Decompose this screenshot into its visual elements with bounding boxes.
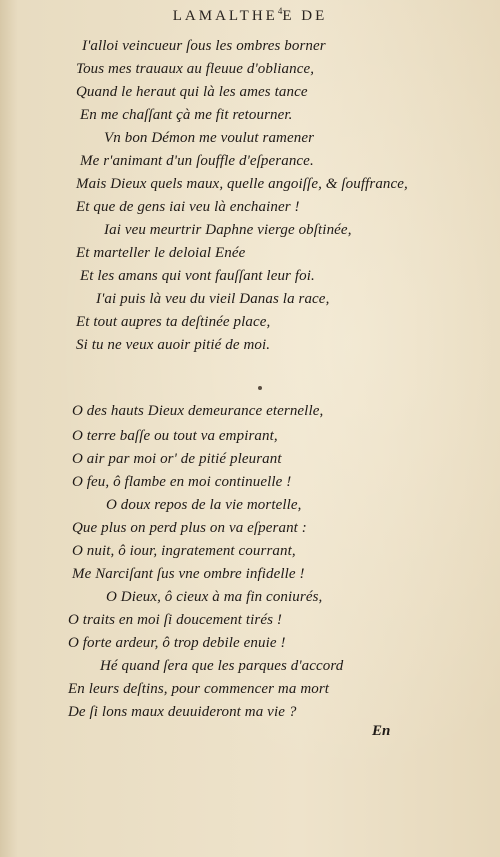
verse-line: Hé quand ſera que les parques d'accord (100, 658, 344, 674)
verse-line: O des hauts Dieux demeurance eternelle, (72, 403, 324, 419)
verse-line: I'ai puis là veu du vieil Danas la race, (96, 291, 330, 307)
verse-line: O feu, ô flambe en moi continuelle ! (72, 474, 292, 490)
verse-line: O nuit, ô iour, ingratement courrant, (72, 543, 296, 559)
verse-line: Vn bon Démon me voulut ramener (104, 130, 315, 146)
verse-line: Mais Dieux quels maux, quelle angoiſſe, & ſouffrance, (76, 176, 408, 192)
verse-line: O air par moi or' de pitié pleurant (72, 451, 282, 467)
verse-line: O doux repos de la vie mortelle, (106, 497, 302, 513)
verse-line: Et tout aupres ta deſtinée place, (76, 314, 271, 330)
running-title: LAMALTHE (172, 8, 278, 24)
verse-line: O traits en moi ſi doucement tirés ! (68, 612, 282, 628)
verse-line: Si tu ne veux auoir pitié de moi. (76, 337, 271, 353)
verse-line: En leurs deſtins, pour commencer ma mort (68, 681, 330, 697)
verse-line: Tous mes trauaux au fleuue d'obliance, (76, 61, 315, 77)
verse-line: I'alloi veincueur ſous les ombres borner (82, 38, 326, 54)
verse-line: De ſi lons maux deuuideront ma vie ? (68, 704, 297, 720)
running-header (0, 6, 500, 25)
verse-line: Me Narciſant ſus vne ombre infidelle ! (72, 566, 305, 582)
verse-line: Et que de gens iai veu là enchainer ! (76, 199, 300, 215)
verse-line: En me chaſſant çà me fit retourner. (80, 107, 293, 123)
verse-line: Quand le heraut qui là les ames tance (76, 84, 308, 100)
verse-line: Iai veu meurtrir Daphne vierge obſtinée, (104, 222, 352, 238)
verse-line: Et les amans qui vont fauſſant leur foi. (80, 268, 315, 284)
superscript-mark: 4 (277, 6, 283, 16)
catchword: En (372, 723, 391, 739)
verse-line: Que plus on perd plus on va eſperant : (72, 520, 307, 536)
verse-line: O terre baſſe ou tout va empirant, (72, 428, 278, 444)
verse-line: Et marteller le deloial Enée (76, 245, 246, 261)
verse-line: O forte ardeur, ô trop debile enuie ! (68, 635, 286, 651)
running-title-end: E DE (282, 8, 328, 24)
ink-speck (258, 386, 262, 390)
verse-line: Me r'animant d'un ſouffle d'eſperance. (80, 153, 314, 169)
verse-line: O Dieux, ô cieux à ma fin coniurés, (106, 589, 323, 605)
